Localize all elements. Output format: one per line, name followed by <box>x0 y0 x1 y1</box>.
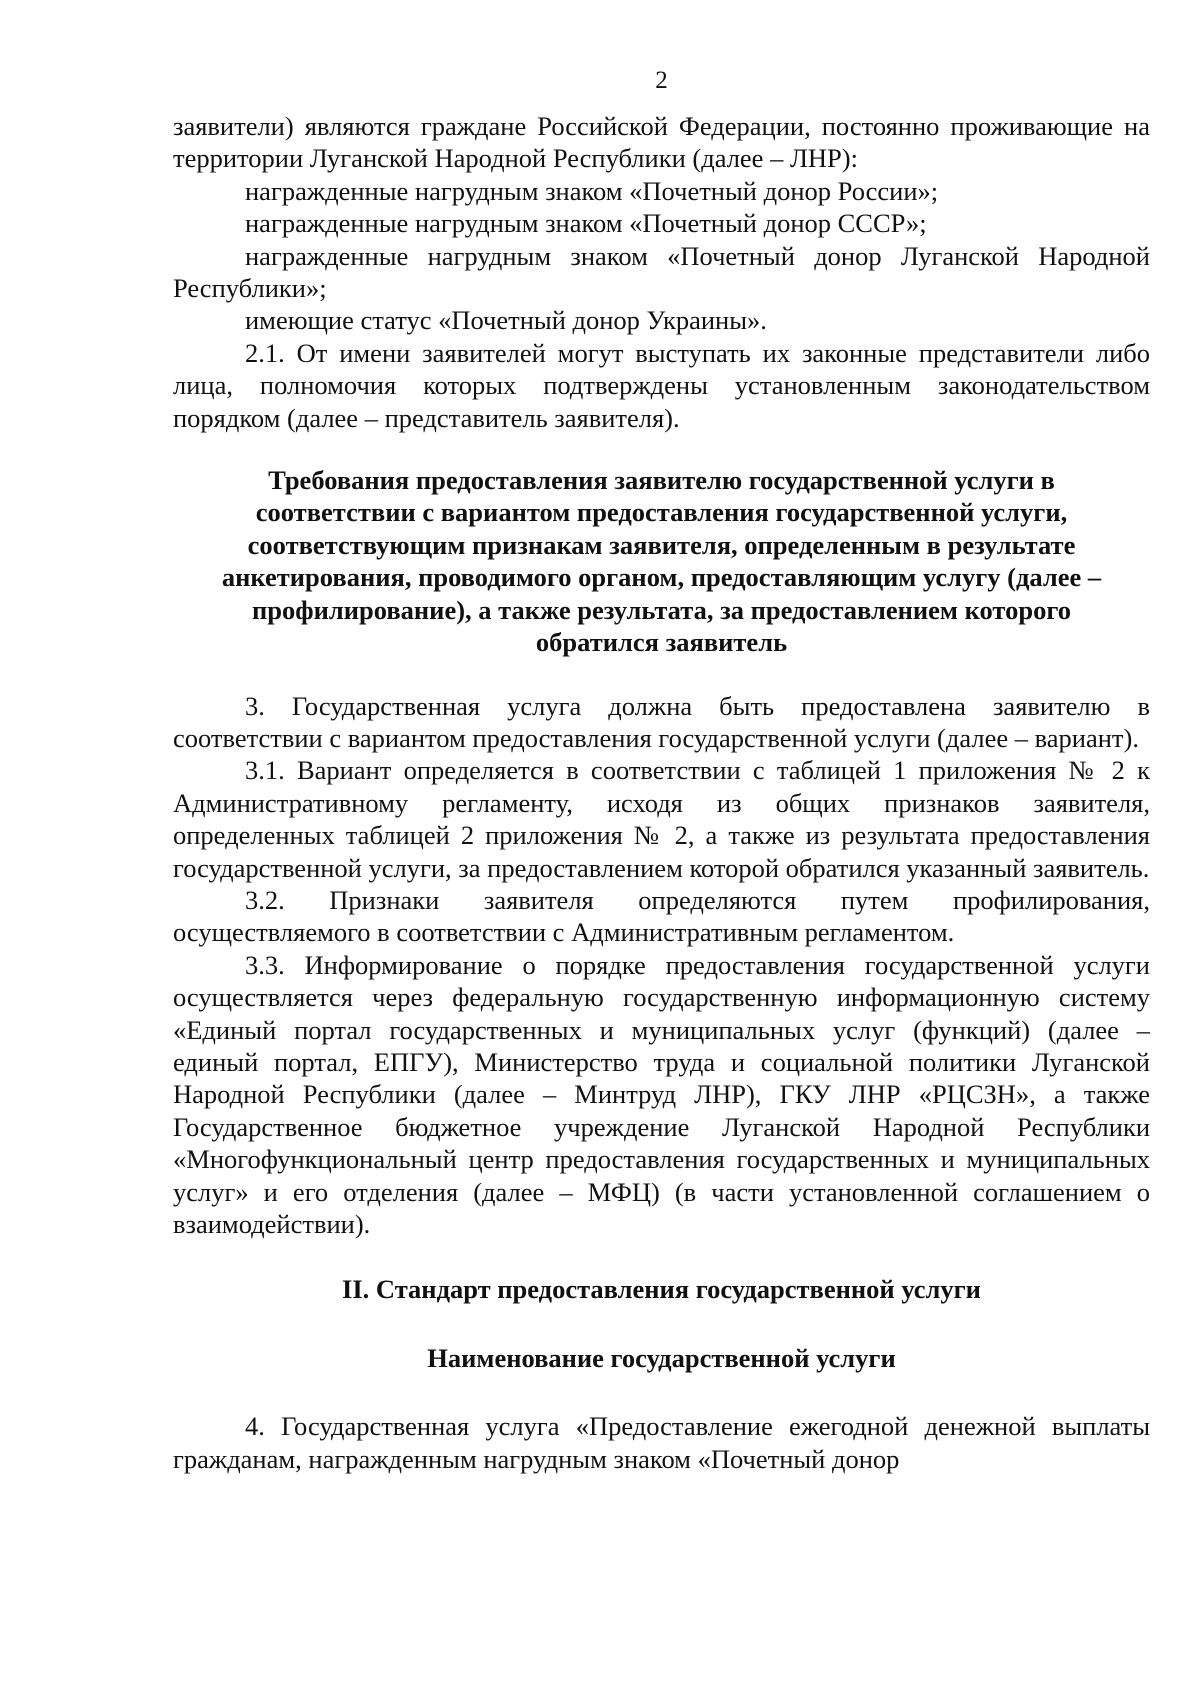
paragraph-2-1: 2.1. От имени заявителей могут выступать их законные представители либо лица, полномочия которых подтверждены установленным законодательством порядком (далее – представитель заявителя). <box>173 337 1150 433</box>
requirements-heading-line: анкетирования, проводимого органом, предоставляющим услугу (далее – <box>221 562 1102 593</box>
requirements-heading-line: соответствии с вариантом предоставления государственной услуги, <box>255 497 1068 528</box>
requirements-heading-line: Требования предоставления заявителю государственной услуги в <box>268 465 1055 496</box>
subsection-title: Наименование государственной услуги <box>427 1342 896 1373</box>
paragraph-3-2: 3.2. Признаки заявителя определяются путем профилирования, осуществляемого в соответствии с Административным регламентом. <box>173 884 1150 948</box>
section-title: II. Стандарт предоставления государственной услуги <box>342 1274 981 1305</box>
requirements-heading-line: профилирование), а также результата, за предоставлением которого <box>252 594 1071 625</box>
list-item-donor-russia: награжденные нагрудным знаком «Почетный донор России»; <box>245 175 939 206</box>
paragraph-3: 3. Государственная услуга должна быть предоставлена заявителю в соответствии с вариантом предоставления государственной услуги (далее – вариант). <box>173 690 1150 753</box>
paragraph-3-1: 3.1. Вариант определяется в соответствии с таблицей 1 приложения № 2 к Административному регламенту, исходя из общих признаков заявителя, определенных таблицей 2 приложения № 2, а также из результата предоставления государственной услуги, за предоставлением которой обратился указанный заявитель. <box>173 755 1150 883</box>
paragraph-applicants-intro: заявители) являются граждане Российской Федерации, постоянно проживающие на территории Луганской Народной Республики (далее – ЛНР): <box>173 111 1150 174</box>
list-item-donor-lnr: награжденные нагрудным знаком «Почетный донор Луганской Народной Республики»; <box>173 240 1150 304</box>
document-page <box>173 66 1150 1475</box>
list-item-donor-ukraine: имеющие статус «Почетный донор Украины». <box>245 305 767 336</box>
requirements-heading <box>173 464 1150 658</box>
requirements-heading-line: соответствующим признакам заявителя, определенным в результате <box>247 529 1076 560</box>
requirements-heading-line: обратился заявитель <box>535 627 788 658</box>
list-item-donor-ussr: награжденные нагрудным знаком «Почетный донор СССР»; <box>245 208 927 239</box>
page-number: 2 <box>655 67 668 94</box>
paragraph-3-3: 3.3. Информирование о порядке предоставления государственной услуги осуществляется через федеральную государственную информационную систему «Единый портал государственных и муниципальных услуг (функций) (далее – единый портал, ЕПГУ), Министерство труда и социальной политики Луганской Народной Республики (далее – Минтруд ЛНР), ГКУ ЛНР «РЦСЗН», а также Государственное бюджетное учреждение Луганской Народной Республики «Многофункциональный центр предоставления государственных и муниципальных услуг» и его отделения (далее – МФЦ) (в части установленной соглашением о взаимодействии). <box>173 949 1150 1239</box>
paragraph-4: 4. Государственная услуга «Предоставление ежегодной денежной выплаты гражданам, награжденным нагрудным знаком «Почетный донор <box>173 1411 1150 1474</box>
